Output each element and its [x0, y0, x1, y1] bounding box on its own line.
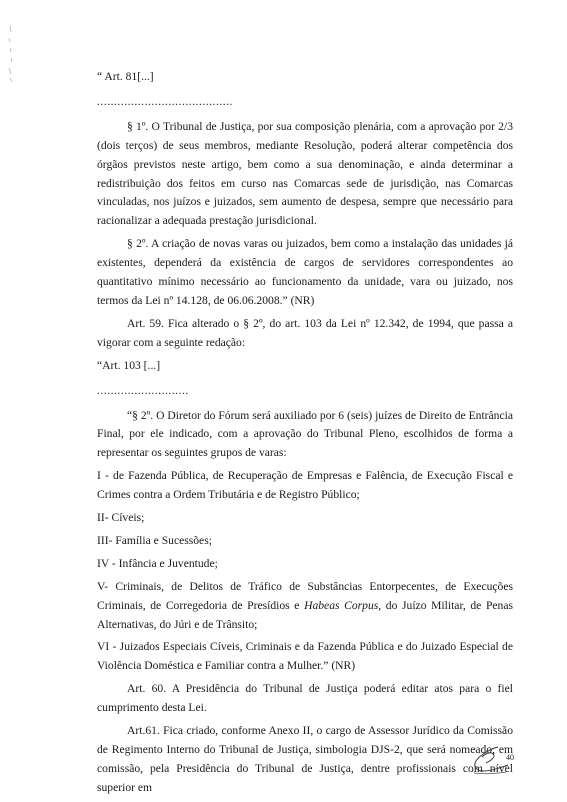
- page-number: 40: [506, 753, 514, 762]
- list-item-v-italic: Habeas Corpus: [304, 598, 379, 612]
- list-item-iii: III- Família e Sucessões;: [97, 533, 212, 547]
- art81-paragraph-2: § 2º. A criação de novas varas ou juizados, bem como a instalação das unidades já existentes, dependerá da existência de cargos de servidores correspondentes ao quantitativo mínimo necessário ao funcionamento da unidade, vara ou juizado, nos termos da Lei nº 14.128, de 06.06.2008.” (NR): [97, 237, 513, 307]
- list-item-i: I - de Fazenda Pública, de Recuperação de Empresas e Falência, de Execução Fiscal e Crimes contra a Ordem Tributária e de Registro Público;: [97, 469, 513, 502]
- list-item-v-text-end: , do Juízo Militar, de Penas Alternativas, do Júri e de Trânsito;: [97, 598, 513, 631]
- list-item-iv: IV - Infância e Juventude;: [97, 556, 218, 570]
- list-item-ii: II- Cíveis;: [97, 511, 145, 525]
- list-item-v: [97, 578, 513, 635]
- art81-paragraph-1: § 1º. O Tribunal de Justiça, por sua composição plenária, com a aprovação por 2/3 (dois terços) de seus membros, mediante Resolução, poderá alterar competência dos órgãos previstos neste artigo, bem como a sua denominação, e ainda determinar a redistribuição dos feitos em curso nas Comarcas sede de jurisdição, nas Comarcas vinculadas, nos juízos e juizados, sem aumento de despesa, sempre que necessário para racionalizar a adequada prestação jurisdicional.: [97, 119, 513, 228]
- document-body: [97, 68, 513, 802]
- art61-paragraph: Art.61. Fica criado, conforme Anexo II, o cargo de Assessor Jurídico da Comissão de Regimento Interno do Tribunal de Justiça, simbologia DJS-2, que será nomeado, em comissão, pela Presidência do Tribunal de Justiça, dentre profissionais com nível superior em: [97, 724, 513, 794]
- art103-paragraph-2: “§ 2º. O Diretor do Fórum será auxiliado por 6 (seis) juízes de Direito de Entrância Final, por ele indicado, com a aprovação do Tribunal Pleno, escolhidos de forma a representar os seguintes grupos de varas:: [97, 408, 513, 460]
- art81-header: “ Art. 81[...]: [97, 70, 154, 83]
- scan-artifact-mark: [4, 24, 18, 84]
- art81-ellipsis: ........................................: [97, 94, 233, 108]
- list-item-vi: VI - Juizados Especiais Cíveis, Criminais e da Fazenda Pública e do Juizado Especial de Violência Doméstica e Familiar contra a Mulher.” (NR): [97, 640, 513, 673]
- art59-paragraph: Art. 59. Fica alterado o § 2º, do art. 103 da Lei nº 12.342, de 1994, que passa a vigorar com a seguinte redação:: [97, 316, 513, 349]
- art60-paragraph: Art. 60. A Presidência do Tribunal de Justiça poderá editar atos para o fiel cumprimento desta Lei.: [97, 682, 513, 715]
- art103-ellipsis: ...........................: [97, 383, 189, 397]
- list-item-v-text-start: V- Criminais, de Delitos de Tráfico de Substâncias Entorpecentes, de Execuções Criminais, de Corregedoria de Presídios e: [97, 579, 513, 612]
- art103-header: “Art. 103 [...]: [97, 358, 161, 372]
